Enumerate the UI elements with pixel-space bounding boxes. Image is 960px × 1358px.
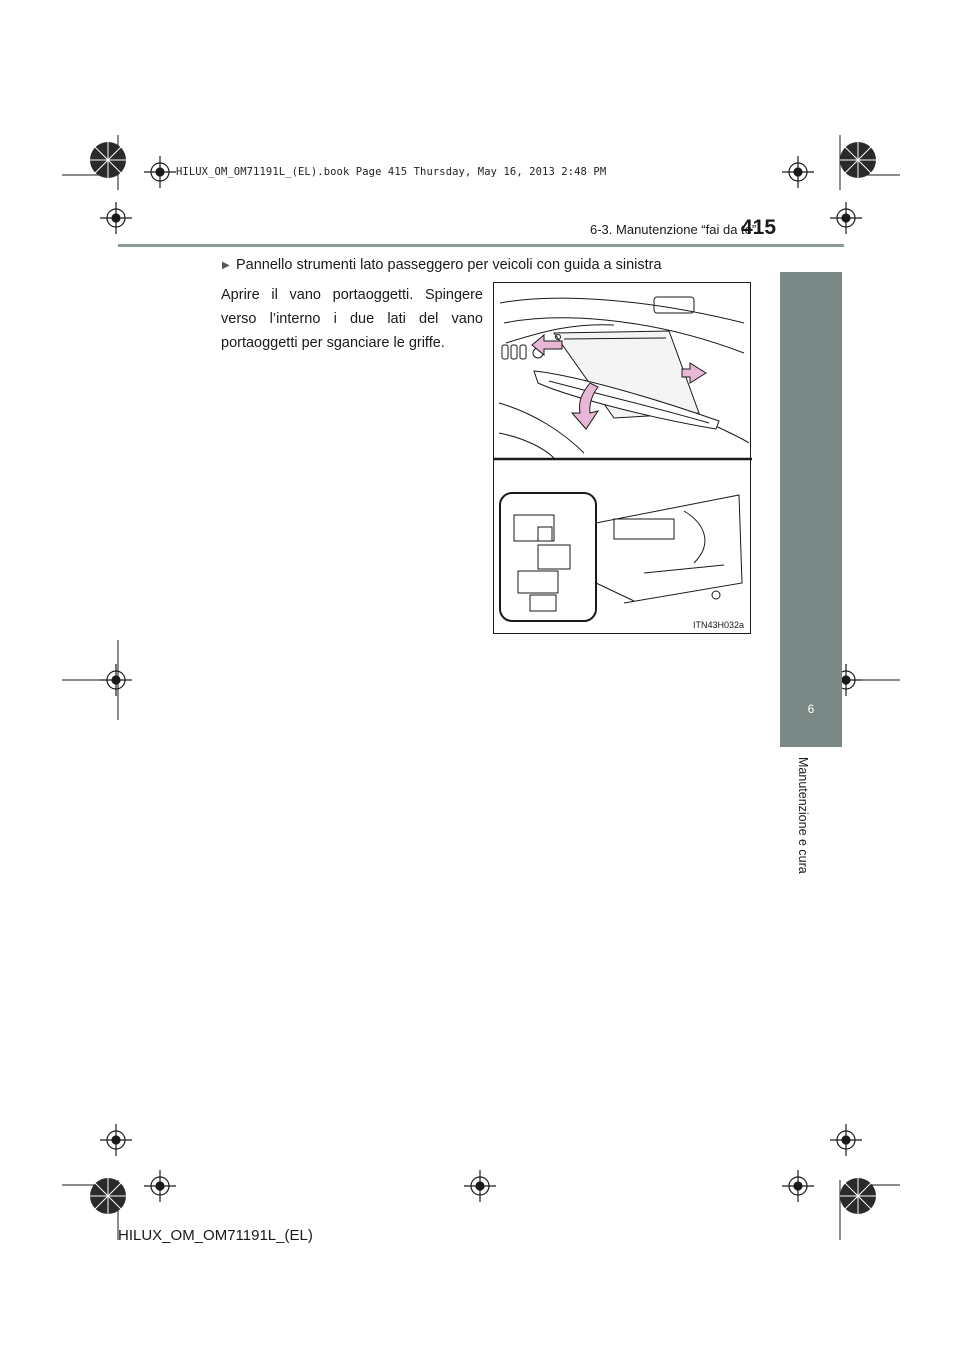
header-rule: [118, 244, 844, 247]
chapter-number: 6: [807, 702, 815, 716]
triangle-bullet-icon: ▶: [222, 260, 230, 271]
subheading-text: Pannello strumenti lato passeggero per veicoli con guida a sinistra: [236, 257, 662, 273]
page-number: 415: [741, 216, 777, 239]
glovebox-illustration: [493, 282, 751, 634]
figure-code: ITN43H032a: [692, 620, 744, 630]
chapter-tab[interactable]: [780, 272, 842, 747]
subheading: [222, 257, 662, 273]
chapter-label: Manutenzione e cura: [796, 757, 810, 874]
section-title: 6-3. Manutenzione “fai da te”: [590, 222, 757, 237]
glovebox-drawing: [494, 283, 752, 635]
footer-code: HILUX_OM_OM71191L_(EL): [118, 1227, 313, 1244]
body-paragraph: Aprire il vano portaoggetti. Spingere verso l’interno i due lati del vano portaoggetti per sganciare le griffe.: [221, 287, 483, 351]
print-stamp: HILUX_OM_OM71191L_(EL).book Page 415 Thursday, May 16, 2013 2:48 PM: [176, 166, 607, 178]
